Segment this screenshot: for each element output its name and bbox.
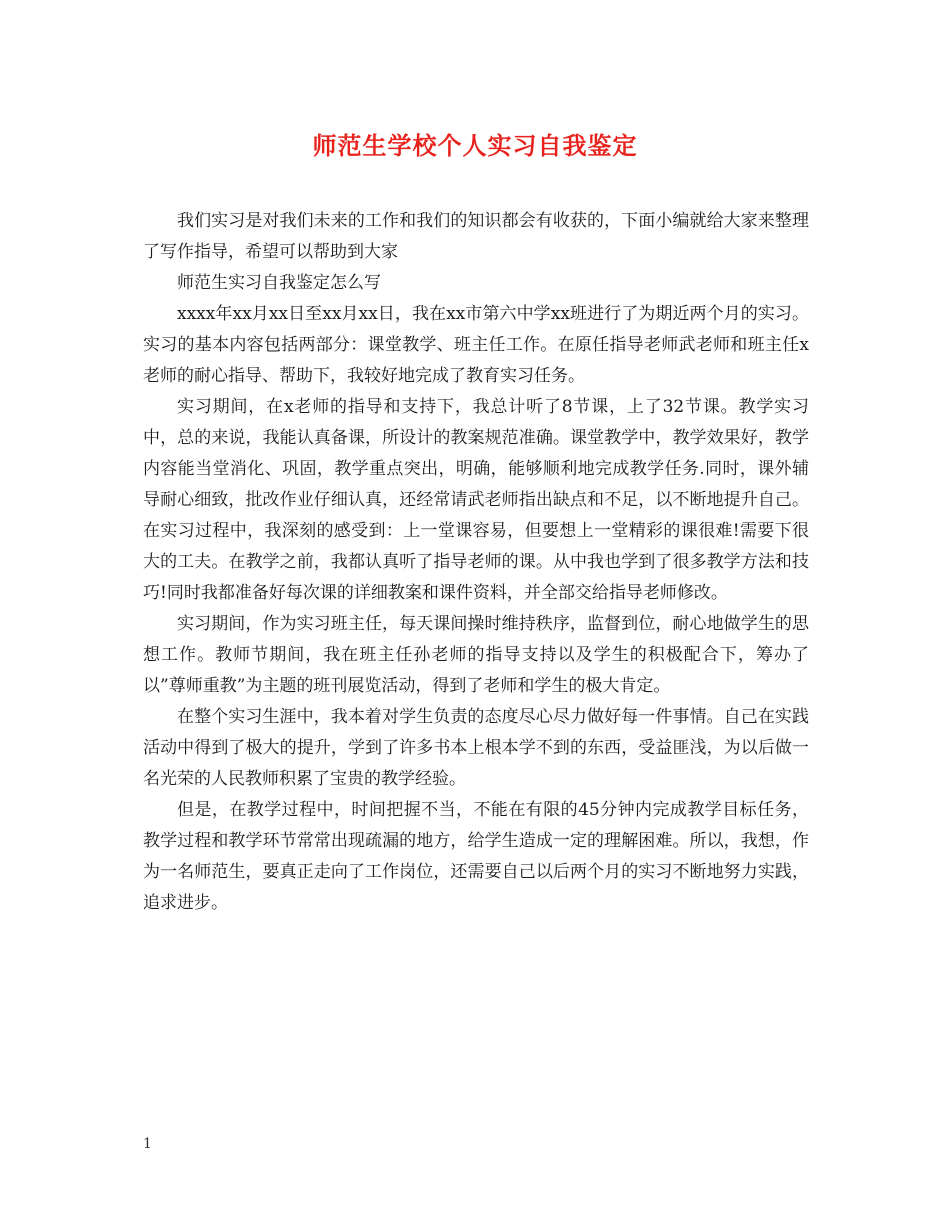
paragraph-teaching: 实习期间，在x老师的指导和支持下，我总计听了8节课，上了32节课。教学实习中，总的来说，我能认真备课，所设计的教案规范准确。课堂教学中，教学效果好，教学内容能当堂消化、巩固，教学重点突出，明确，能够顺利地完成教学任务.同时，课外辅导耐心细致，批改作业仔细认真，还经常请武老师指出缺点和不足，以不断地提升自己。在实习过程中，我深刻的感受到：上一堂课容易，但要想上一堂精彩的课很难!需要下很大的工夫。在教学之前，我都认真听了指导老师的课。从中我也学到了很多教学方法和技巧!同时我都准备好每次课的详细教案和课件资料，并全部交给指导老师修改。 bbox=[143, 397, 809, 603]
paragraph-class-teacher: 实习期间，作为实习班主任，每天课间操时维持秩序，监督到位，耐心地做学生的思想工作。教师节期间，我在班主任孙老师的指导支持以及学生的积极配合下，筹办了以”尊师重教”为主题的班刊展览活动，得到了老师和学生的极大肯定。 bbox=[143, 614, 809, 696]
paragraph-gains: 在整个实习生涯中，我本着对学生负责的态度尽心尽力做好每一件事情。自己在实践活动中得到了极大的提升，学到了许多书本上根本学不到的东西，受益匪浅，为以后做一名光荣的人民教师积累了宝贵的教学经验。 bbox=[143, 707, 809, 789]
paragraph-shortcomings: 但是，在教学过程中，时间把握不当，不能在有限的45分钟内完成教学目标任务，教学过程和教学环节常常出现疏漏的地方，给学生造成一定的理解困难。所以，我想，作为一名师范生，要真正走向了工作岗位，还需要自己以后两个月的实习不断地努力实践，追求进步。 bbox=[143, 800, 809, 913]
document-title: 师范生学校个人实习自我鉴定 bbox=[312, 131, 638, 160]
paragraph-intro: 我们实习是对我们未来的工作和我们的知识都会有收获的，下面小编就给大家来整理了写作指导，希望可以帮助到大家 bbox=[143, 211, 809, 262]
document-body bbox=[143, 206, 809, 919]
paragraph-period: xxxx年xx月xx日至xx月xx日，我在xx市第六中学xx班进行了为期近两个月的实习。实习的基本内容包括两部分：课堂教学、班主任工作。在原任指导老师武老师和班主任x老师的耐心指导、帮助下，我较好地完成了教育实习任务。 bbox=[143, 304, 809, 386]
paragraph-subheading: 师范生实习自我鉴定怎么写 bbox=[177, 273, 381, 293]
page-number: 1 bbox=[143, 1136, 152, 1152]
